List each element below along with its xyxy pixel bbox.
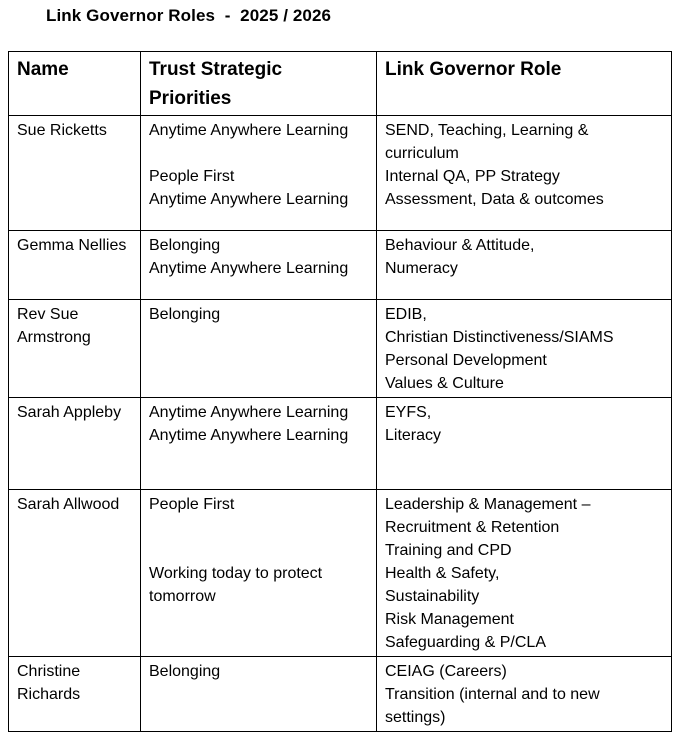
governor-name: Rev Sue Armstrong [9,300,141,398]
governor-role-cell [377,657,672,732]
table-row [9,398,672,490]
priority-item: Working today to protect tomorrow [149,565,323,605]
trust-priorities-cell [141,300,377,398]
role-item: Risk Management [385,611,514,628]
trust-priorities-cell [141,398,377,490]
governor-role-cell [377,116,672,231]
governor-name: Gemma Nellies [9,231,141,300]
header-trust-strategic-priorities: Trust Strategic Priorities [141,52,377,116]
role-item: Transition (internal and to new settings) [385,686,600,726]
governor-role-cell [377,490,672,657]
trust-priorities-cell [141,231,377,300]
document-title: Link Governor Roles - 2025 / 2026 [46,6,332,25]
role-item: Assessment, Data & outcomes [385,191,604,208]
governor-name: Christine Richards [9,657,141,732]
governor-name: Sarah Allwood [9,490,141,657]
priority-item: Anytime Anywhere Learning [149,404,349,421]
header-link-governor-role: Link Governor Role [377,52,672,116]
role-item: Sustainability [385,588,480,605]
role-item: EDIB, [385,306,427,323]
role-item: Christian Distinctiveness/SIAMS [385,329,614,346]
role-item: Health & Safety, [385,565,500,582]
header-name: Name [9,52,141,116]
trust-priorities-cell [141,657,377,732]
role-item: Internal QA, PP Strategy [385,168,560,185]
role-item: Safeguarding & P/CLA [385,634,546,651]
priority-item: Anytime Anywhere Learning [149,191,349,208]
governor-role-cell [377,231,672,300]
link-governor-roles-table [8,51,672,732]
role-item: SEND, Teaching, Learning & curriculum [385,122,589,162]
priority-item: Anytime Anywhere Learning [149,260,349,277]
priority-item: Belonging [149,306,221,323]
priority-item: Anytime Anywhere Learning [149,427,349,444]
priority-item: People First [149,496,235,513]
table-row [9,300,672,398]
table-row [9,490,672,657]
priority-item: People First [149,168,235,185]
role-item: Literacy [385,427,442,444]
priority-item [149,516,368,539]
priority-item: Belonging [149,237,221,254]
trust-priorities-cell [141,116,377,231]
governor-name: Sarah Appleby [9,398,141,490]
priority-item: Belonging [149,663,221,680]
role-item: Personal Development [385,352,547,369]
priority-item [149,539,368,562]
role-item: Values & Culture [385,375,504,392]
governor-role-cell [377,398,672,490]
governor-role-cell [377,300,672,398]
governor-name: Sue Ricketts [9,116,141,231]
role-item: Leadership & Management – [385,496,591,513]
role-item: Numeracy [385,260,458,277]
role-item: Recruitment & Retention [385,519,560,536]
table-row [9,657,672,732]
role-item: Training and CPD [385,542,512,559]
priority-item [149,142,368,165]
role-item: CEIAG (Careers) [385,663,507,680]
role-item: Behaviour & Attitude, [385,237,535,254]
table-header-row [9,52,672,116]
role-item: EYFS, [385,404,432,421]
table-row [9,231,672,300]
table-row [9,116,672,231]
priority-item: Anytime Anywhere Learning [149,122,349,139]
trust-priorities-cell [141,490,377,657]
